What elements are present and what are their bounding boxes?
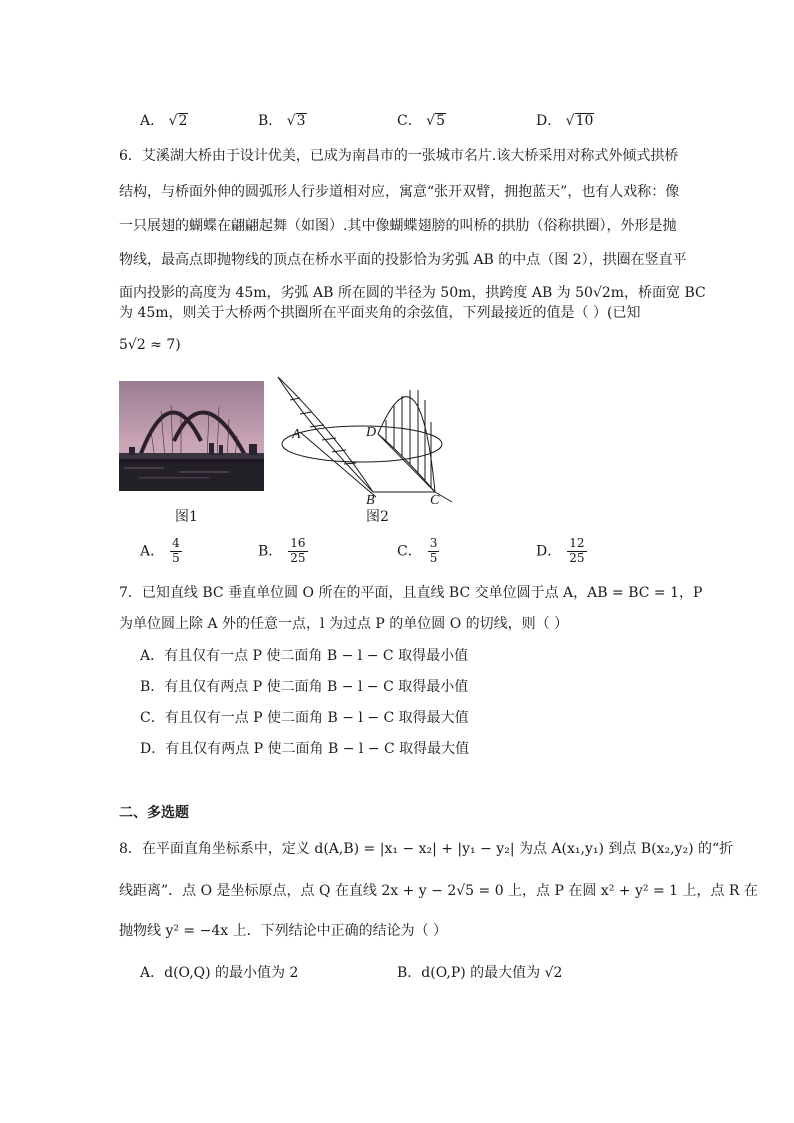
label-b: B [366,493,375,507]
q6-line-7: 5√2 ≈ 7) [119,337,181,353]
q6-option-d: D． $\frac{12}{25}$ [536,536,585,565]
q6-line-6: 为 45m，则关于大桥两个拱圈所在平面夹角的余弦值，下列最接近的值是（ ）(已知 [119,305,641,321]
q6-option-a: A． $\frac{4}{5}$ [140,536,180,565]
figure-1-caption: 图1 [175,509,198,525]
q8-line-2: 线距离”．点 O 是坐标原点，点 Q 在直线 2x + y − 2√5 = 0 上，点 P 在圆 x² + y² = 1 上，点 R 在 [119,883,758,899]
q5-option-d: D． √10 [536,113,594,129]
label-a: A [292,427,301,442]
figure-2-diagram [270,372,470,507]
q6-line-2: 结构，与桥面外伸的圆弧形人行步道相对应，寓意“张开双臂，拥抱蓝天”，也有人戏称：像 [119,184,680,200]
bridge-photo [119,381,264,491]
q7-line-2: 为单位圆上除 A 外的任意一点，l 为过点 P 的单位圆 O 的切线，则（ ） [119,616,569,632]
q6-line-3: 一只展翅的蝴蝶在翩翩起舞（如图）.其中像蝴蝶翅膀的叫桥的拱肋（俗称拱圈），外形是抛 [119,218,677,234]
q6-line-5: 面内投影的高度为 45m，劣弧 AB 所在圆的半径为 50m，拱跨度 AB 为 50√2m，桥面宽 BC [119,285,706,301]
q8-option-b: B．d(O,P) 的最大值为 √2 [397,965,563,981]
q7-option-d: D．有且仅有两点 P 使二面角 B − l − C 取得最大值 [140,741,470,757]
figure-2-caption: 图2 [366,509,389,525]
section-2-title: 二、多选题 [119,805,189,821]
label-d: D [366,425,377,440]
q7-option-c: C．有且仅有一点 P 使二面角 B − l − C 取得最大值 [140,710,469,726]
q5-option-c: C． √5 [397,113,446,129]
q8-line-3: 抛物线 y² = −4x 上．下列结论中正确的结论为（ ） [119,923,448,939]
q8-option-a: A．d(O,Q) 的最小值为 2 [140,965,299,981]
q6-option-c: C． $\frac{3}{5}$ [397,536,438,565]
label-c: C [430,493,440,507]
q6-line-4: 物线，最高点即抛物线的顶点在桥水平面的投影恰为劣弧 AB 的中点（图 2），拱圈在竖直平 [119,252,687,268]
q8-line-1: 8．在平面直角坐标系中，定义 d(A,B) = |x₁ − x₂| + |y₁ − y₂| 为点 A(x₁,y₁) 到点 B(x₂,y₂) 的“折 [119,841,734,857]
q7-line-1: 7．已知直线 BC 垂直单位圆 O 所在的平面，且直线 BC 交单位圆于点 A，AB = BC = 1，P [119,585,703,601]
q5-option-b: B． √3 [258,113,306,129]
q6-line-1: 6．艾溪湖大桥由于设计优美，已成为南昌市的一张城市名片.该大桥采用对称式外倾式拱桥 [119,148,679,164]
q5-option-a: A． √2 [140,113,188,129]
q6-option-b: B． $\frac{16}{25}$ [258,536,306,565]
q7-option-b: B．有且仅有两点 P 使二面角 B − l − C 取得最小值 [140,679,469,695]
q7-option-a: A．有且仅有一点 P 使二面角 B − l − C 取得最小值 [140,648,469,664]
